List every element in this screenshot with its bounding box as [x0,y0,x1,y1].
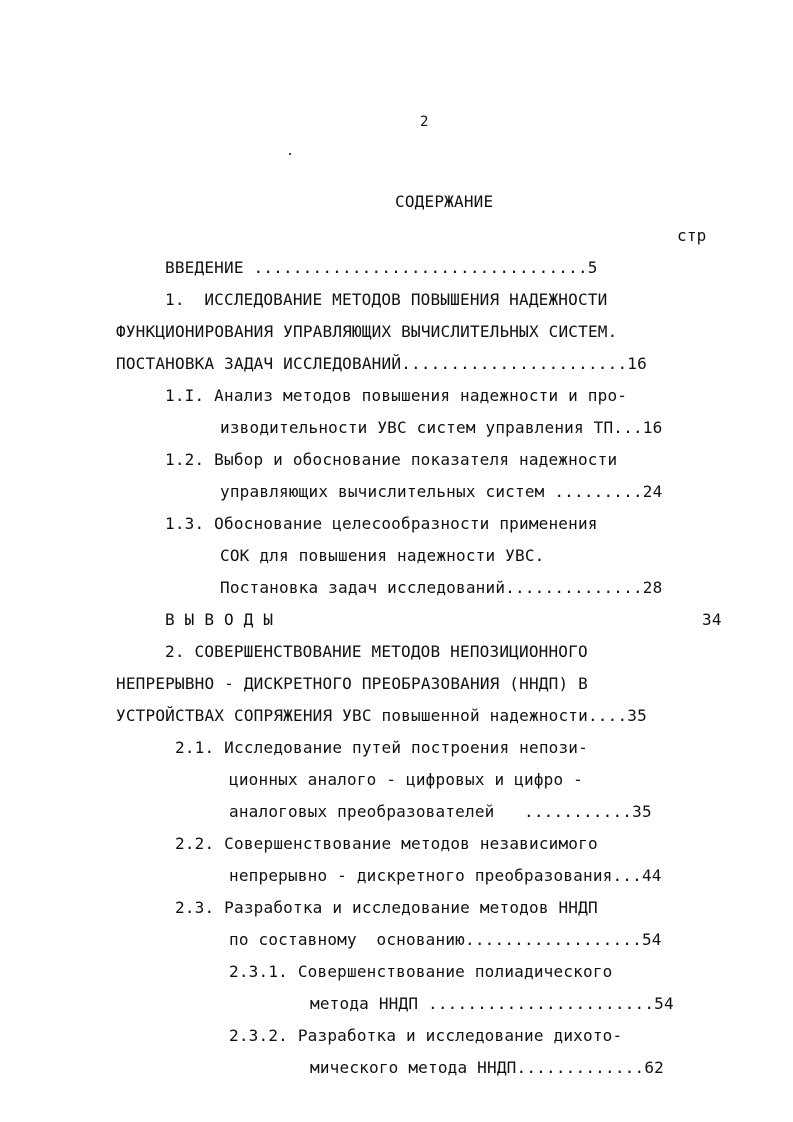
toc-entry-chapter-2-cont: УСТРОЙСТВАХ СОПРЯЖЕНИЯ УВС повышенной надежности....35 [116,706,647,725]
toc-entry-chapter-1-cont: ПОСТАНОВКА ЗАДАЧ ИССЛЕДОВАНИЙ.......................16 [116,354,647,373]
page-number: 2 [420,114,429,130]
toc-entry-section-2-3-2: 2.3.2. Разработка и исследование дихото- [229,1026,623,1045]
toc-entry-section-2-1: 2.1. Исследование путей построения непози- [175,738,588,757]
toc-entry-chapter-1: 1. ИССЛЕДОВАНИЕ МЕТОДОВ ПОВЫШЕНИЯ НАДЕЖНОСТИ [165,290,608,309]
toc-entry-section-2-1-cont: ционных аналого - цифровых и цифро - [229,770,583,789]
scan-speck [289,153,291,155]
toc-entry-chapter-2-cont: НЕПРЕРЫВНО - ДИСКРЕТНОГО ПРЕОБРАЗОВАНИЯ (ННДП) В [116,674,588,693]
toc-entry-section-1-1-cont: изводительности УВС систем управления ТП...16 [220,418,663,437]
toc-entry-section-1-3-cont: СОК для повышения надежности УВС. [220,546,545,565]
toc-entry-chapter-1-cont: ФУНКЦИОНИРОВАНИЯ УПРАВЛЯЮЩИХ ВЫЧИСЛИТЕЛЬНЫХ СИСТЕМ. [116,322,618,341]
toc-entry-section-2-3-cont: по составному основанию..................54 [229,930,662,949]
toc-entry-section-2-3: 2.3. Разработка и исследование методов ННДП [175,898,598,917]
toc-entry-section-1-3: 1.3. Обоснование целесообразности применения [165,514,598,533]
page-column-label: стр [677,226,707,245]
toc-entry-section-1-2: 1.2. Выбор и обоснование показателя надежности [165,450,618,469]
contents-title: СОДЕРЖАНИЕ [395,192,494,211]
toc-entry-section-2-1-cont: аналоговых преобразователей ...........35 [229,802,652,821]
toc-entry-section-2-3-1: 2.3.1. Совершенствование полиадического [229,962,613,981]
toc-entry-section-1-3-cont: Постановка задач исследований..............28 [220,578,663,597]
toc-entry-conclusions: В Ы В О Д Ы [165,610,274,629]
toc-entry-section-2-3-1-cont: метода ННДП .......................54 [310,994,674,1013]
toc-entry-section-1-1: 1.I. Анализ методов повышения надежности и про- [165,386,628,405]
toc-entry-section-2-2-cont: непрерывно - дискретного преобразования...44 [229,866,662,885]
toc-entry-section-2-2: 2.2. Совершенствование методов независимого [175,834,598,853]
toc-entry-conclusions-page: 34 [702,610,722,629]
toc-entry-section-1-2-cont: управляющих вычислительных систем .........24 [220,482,663,501]
toc-entry-chapter-2: 2. СОВЕРШЕНСТВОВАНИЕ МЕТОДОВ НЕПОЗИЦИОННОГО [165,642,588,661]
toc-entry-introduction: ВВЕДЕНИЕ ..................................5 [165,258,598,277]
toc-entry-section-2-3-2-cont: мического метода ННДП.............62 [310,1058,664,1077]
